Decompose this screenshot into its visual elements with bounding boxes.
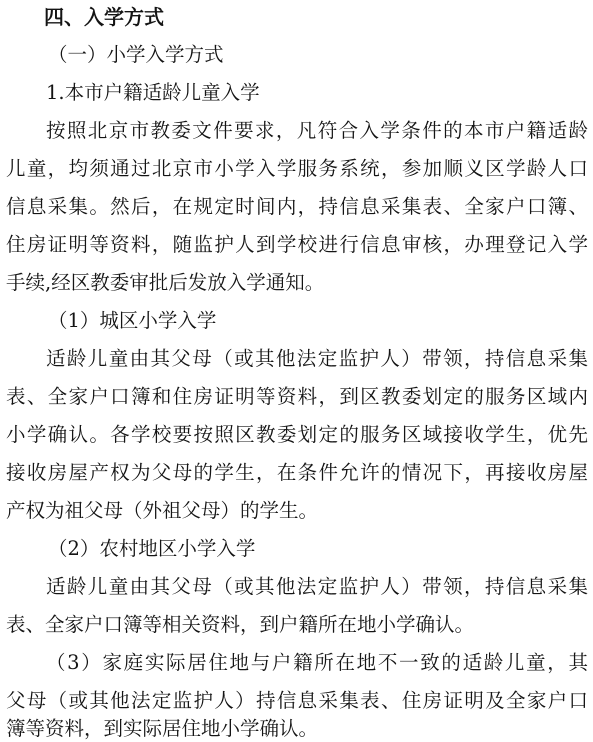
paragraph-line: 小学确认。各学校要按照区教委划定的服务区域接收学生，优先: [6, 423, 588, 446]
paragraph-line: 适龄儿童由其父母（或其他法定监护人）带领，持信息采集: [46, 575, 588, 598]
paragraph-line: （3）家庭实际居住地与户籍所在地不一致的适龄儿童，其: [46, 651, 588, 674]
paragraph-line: 表、全家户口簿等相关资料，到户籍所在地小学确认。: [6, 613, 475, 636]
paragraph-line: 儿童，均须通过北京市小学入学服务系统，参加顺义区学龄人口: [6, 157, 588, 180]
paragraph-line: 信息采集。然后，在规定时间内，持信息采集表、全家户口簿、: [6, 195, 588, 218]
paragraph-line: 适龄儿童由其父母（或其他法定监护人）带领，持信息采集: [46, 347, 588, 370]
sub-heading-1: （1）城区小学入学: [48, 309, 217, 332]
subsection-heading: （一）小学入学方式: [48, 43, 224, 66]
paragraph-line: 父母（或其他法定监护人）持信息采集表、住房证明及全家户口: [6, 689, 588, 712]
sub-heading-2: （2）农村地区小学入学: [48, 537, 256, 560]
paragraph-line: 簿等资料，到实际居住地小学确认。: [6, 717, 319, 740]
paragraph-line: 手续,经区教委审批后发放入学通知。: [6, 271, 325, 294]
paragraph-line: 产权为祖父母（外祖父母）的学生。: [6, 499, 319, 522]
paragraph-line: 住房证明等资料，随监护人到学校进行信息审核，办理登记入学: [6, 233, 588, 256]
paragraph-line: 按照北京市教委文件要求，凡符合入学条件的本市户籍适龄: [46, 119, 588, 142]
section-heading: 四、入学方式: [44, 5, 164, 29]
paragraph-line: 接收房屋产权为父母的学生，在条件允许的情况下，再接收房屋: [6, 461, 588, 484]
paragraph-line: 表、全家户口簿和住房证明等资料，到区教委划定的服务区域内: [6, 385, 588, 408]
item-heading-1: 1.本市户籍适龄儿童入学: [46, 81, 260, 104]
